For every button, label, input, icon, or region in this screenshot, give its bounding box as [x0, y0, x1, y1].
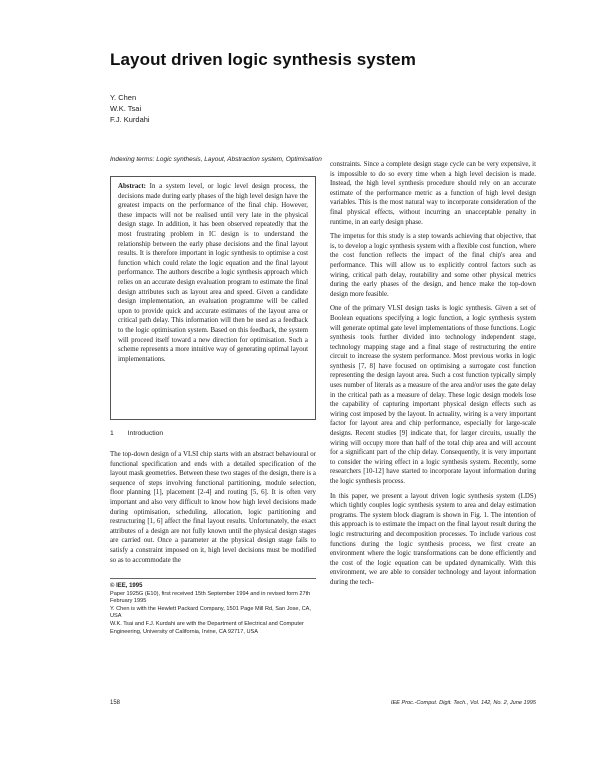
journal-reference: IEE Proc.-Comput. Digit. Tech., Vol. 142, No. 2, June 1995	[390, 700, 536, 706]
author-name: F.J. Kurdahi	[110, 115, 150, 124]
paper-received-info: Paper 1925G (E10), first received 15th September 1994 and in revised form 27th February 1995	[110, 590, 311, 605]
right-column-body	[330, 160, 536, 593]
author-name: Y. Chen	[110, 93, 137, 102]
body-paragraph: In this paper, we present a layout driven logic synthesis system (LDS) which tightly couples logic synthesis system to area and delay estimation programs. The system block diagram is shown in Fig. 1. The intention of this approach is to estimate the impact on the final layout result during the logic restructuring and decomposition processes. To include various cost functions during the logic synthesis process, we first create an environment where the logic transformations can be done efficiently and the cost of the logic equation can be updated dynamically. With this environment, we are able to consider technology and layout information during the tech-	[330, 492, 536, 586]
author-name: W.K. Tsai	[110, 104, 142, 113]
abstract-box	[110, 176, 316, 420]
section-heading-introduction	[110, 430, 163, 437]
copyright-notice: © IEE, 1995	[110, 583, 143, 589]
author-list	[110, 92, 150, 125]
section-number: 1	[110, 430, 114, 437]
body-paragraph: The impetus for this study is a step towards achieving that objective, that is, to develop a logic synthesis system with a flexible cost function, where the cost function reflects the impact of the final chip's area and performance. This will allow us to explicitly control factors such as wiring, critical path delay, routability and some other physical metrics during the early phases of the design, and hence make the top-down design more feasible.	[330, 233, 536, 298]
author-affiliation: Y. Chen is with the Hewlett Packard Company, 1501 Page Mill Rd, San Jose, CA, USA	[110, 605, 311, 620]
body-paragraph: One of the primary VLSI design tasks is logic synthesis. Given a set of Boolean equations specifying a logic function, a logic synthesis system will generate optimal gate level implementations of those functions. Logic synthesis tools further divided into technology independent stage, technology mapping stage and a final stage of restructuring the entire circuit to increase the system performance. Most previous works in logic synthesis [7, 8] have focused on optimising a surrogate cost function representing the design layout area. Such a cost function typically simply uses number of literals as a measure of the area and/or uses the gate delay in the critical path as a measure of delay. These logic design models lose the capability of capturing important physical design effects such as wiring cost imposed by the layout. In actuality, wiring is a very important factor for layout area and chip performance, especially for large-scale designs. Recent studies [9] indicate that, for larger circuits, usually the wiring will occupy more than half of the total chip area and will account for a significant part of the chip delay. Consequently, it is very important to consider the wiring effect in a logic synthesis system. Recently, some researchers [10-12] have started to incorporate layout information during the logic synthesis process.	[330, 305, 536, 485]
section-title: Introduction	[127, 430, 164, 437]
abstract-text: In a system level, or logic level design process, the decisions made during early phases of the high level design have the greatest impacts on the performance of the final chip. However, these impacts will not be realised until very late in the physical design stage. In addition, it has been observed repeatedly that the most frustrating problem in IC design is to understand the relationship between the early phase decisions and the final layout results. It is therefore important in logic synthesis to optimise a cost function which could relate the logic equation and the final layout performance. The authors describe a logic synthesis approach which relies on an accurate design evaluation program to estimate the final design attributes such as layout area and speed. Given a candidate design implementation, an evaluation programme will be called upon to provide quick and accurate estimates of the layout area or critical path delay. This information will then be used as a feedback to the logic optimisation system. Based on this feedback, the system will proceed itself toward a new direction for optimisation. Such a scheme represents a more intuitive way of generating optimal layout implementations.	[118, 183, 308, 363]
page-number: 158	[110, 700, 121, 706]
footnotes	[110, 578, 316, 636]
abstract-label: Abstract:	[118, 183, 146, 190]
author-affiliation: W.K. Tsai and F.J. Kurdahi are with the Department of Electrical and Computer Engineering, University of California, Irvine, CA 92717, USA	[110, 620, 304, 635]
indexing-terms: Indexing terms: Logic synthesis, Layout, Abstraction system, Optimisation	[110, 156, 322, 163]
paper-title: Layout driven logic synthesis system	[110, 50, 416, 69]
body-paragraph: constraints. Since a complete design stage cycle can be very expensive, it is impossible to do so every time when a high level decision is made. Instead, the high level synthesis procedure should rely on an accurate estimate of the performance metric as a function of high level design variables. This is the most natural way to incorporate consideration of the final physical effects, without incurring an unacceptable penalty in runtime, in an early design phase.	[330, 161, 536, 226]
intro-paragraph: The top-down design of a VLSI chip starts with an abstract behavioural or functional specification and ends with a detailed specification of the layout mask geometries. Between these two stages of the design, there is a sequence of steps involving functional partitioning, module selection, floor planning [1], placement [2-4] and routing [5, 6]. It is often very important and also very difficult to know how high level decisions made during optimisation, scheduling, allocation, logic partitioning and restructuring [1, 6] affect the final layout results. Unfortunately, the exact attributes of a design are not fully known until the physical design stages are carried out. Once a parameter at the physical design stage fails to satisfy a constraint imposed on it, high level decisions must be modified so as to accommodate the	[110, 451, 316, 564]
